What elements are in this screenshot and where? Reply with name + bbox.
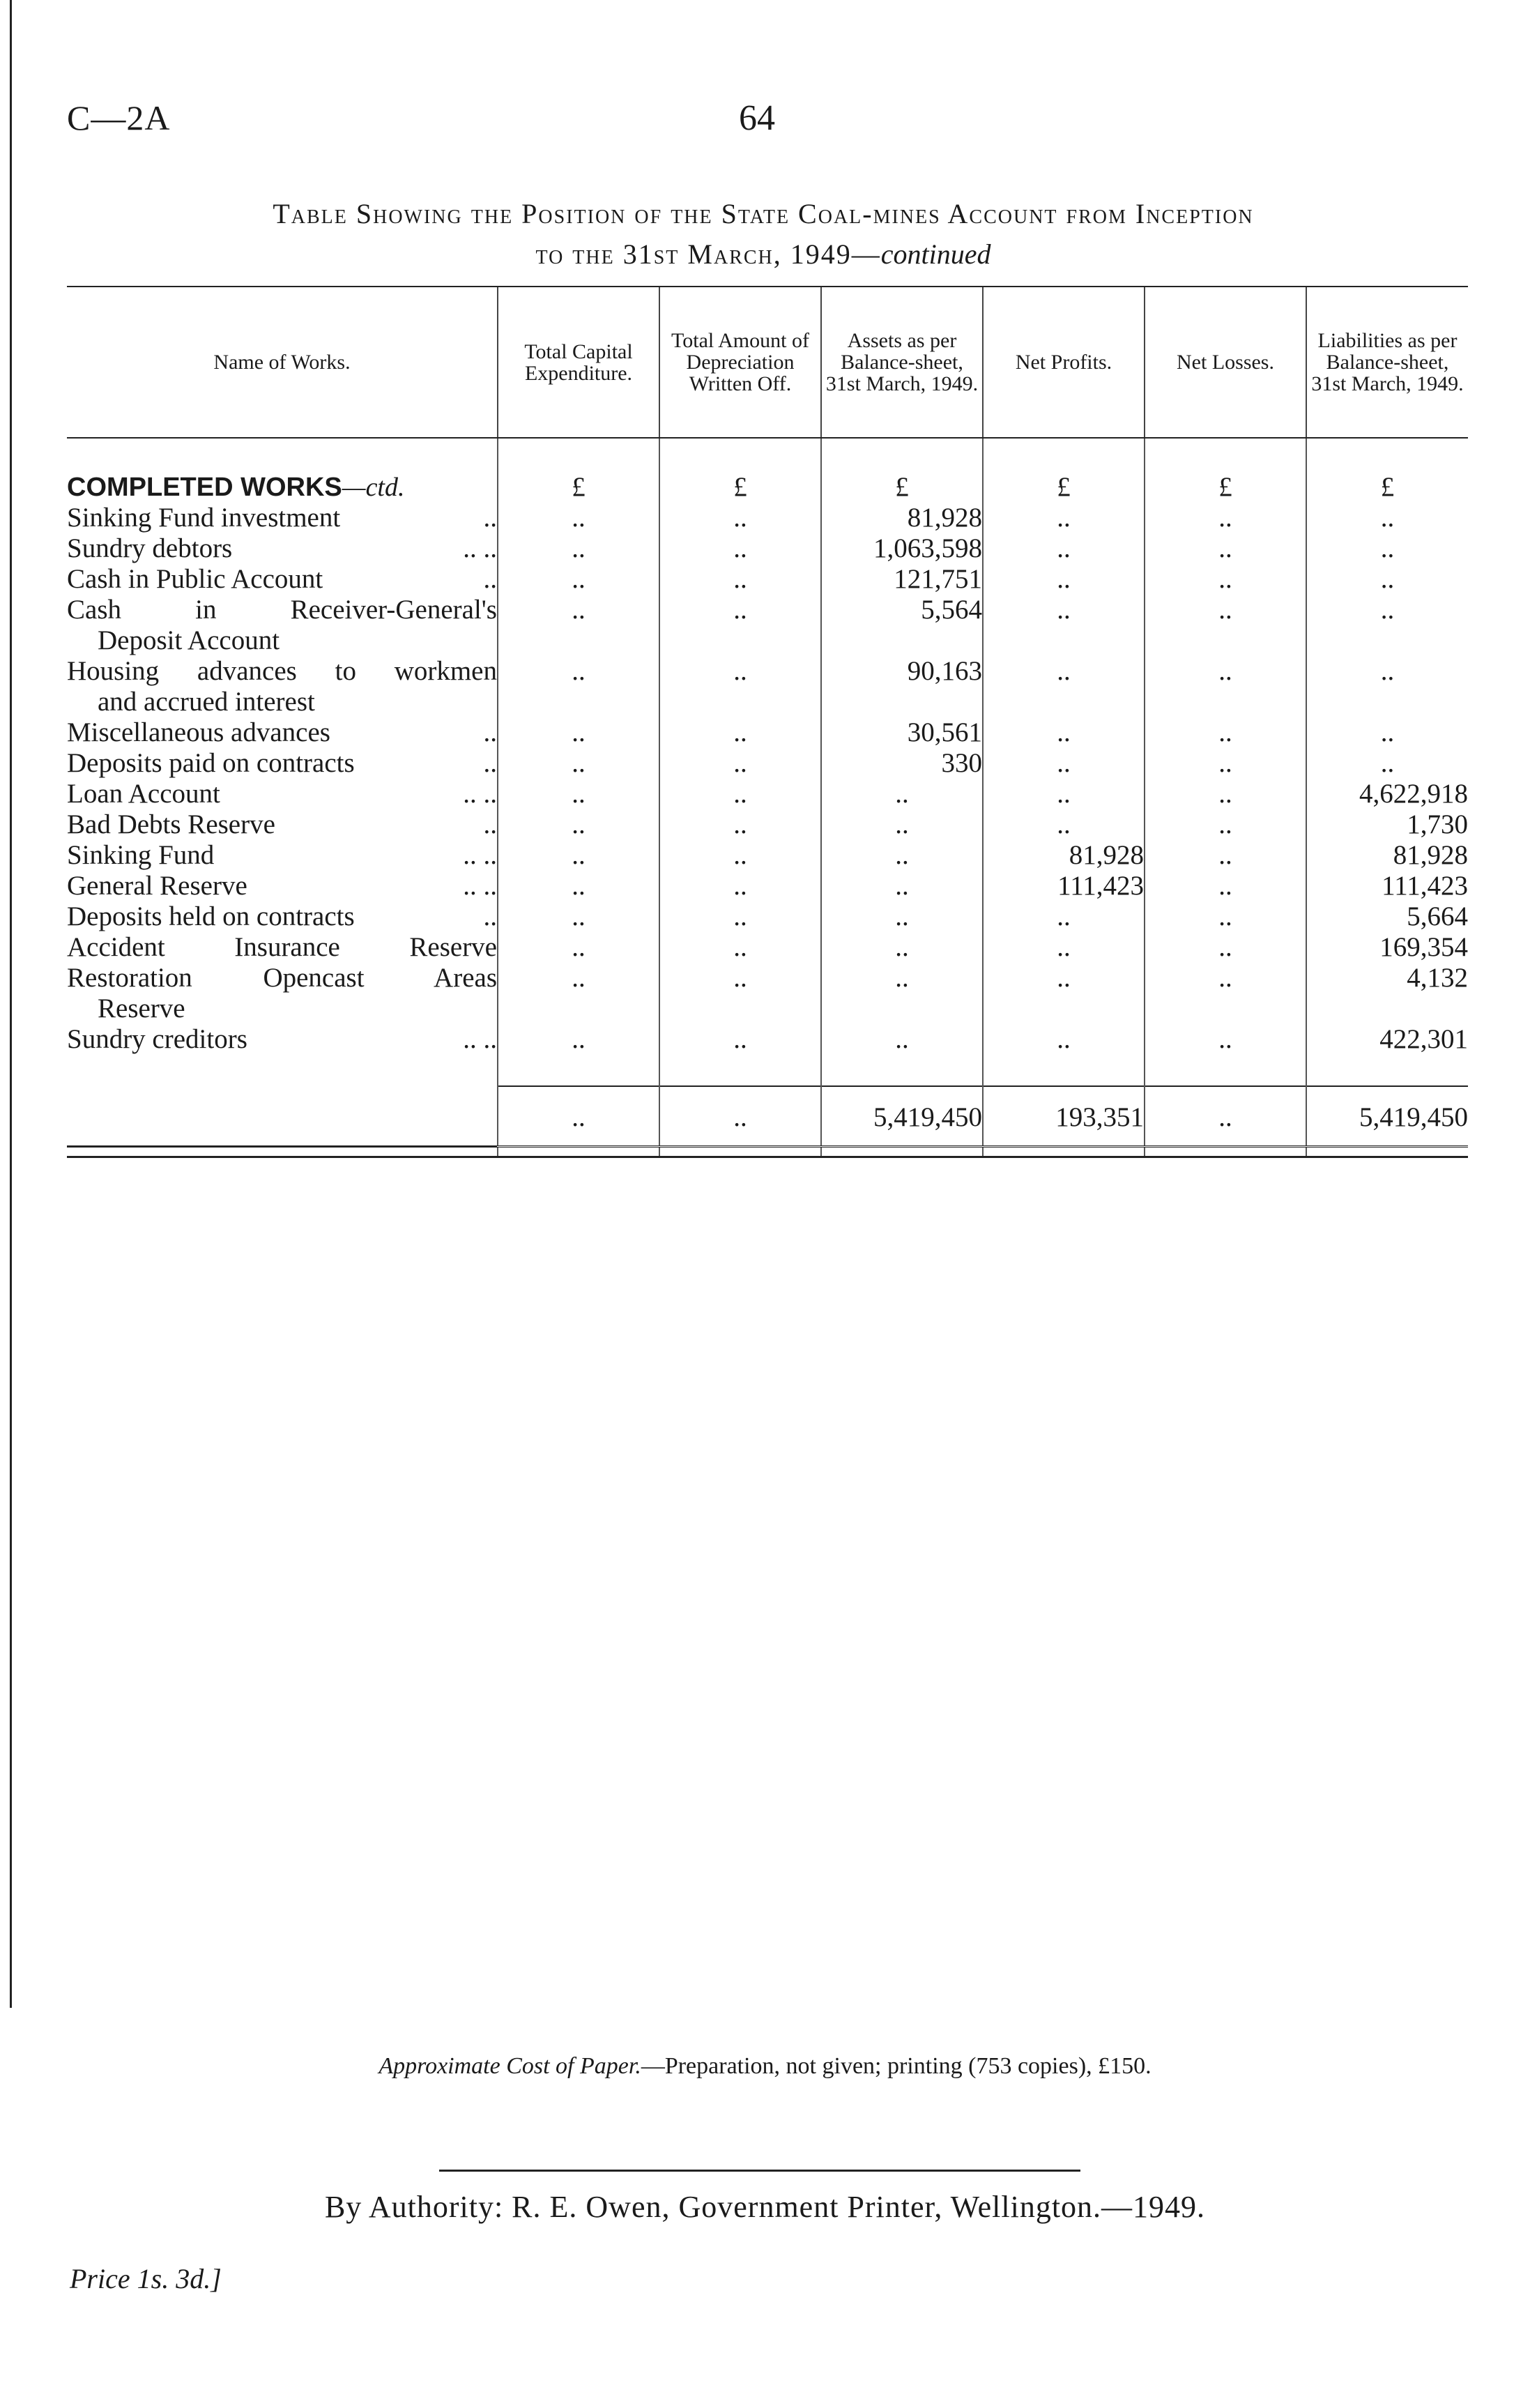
row-value-cell: .. xyxy=(498,932,659,963)
row-value-cell: .. xyxy=(983,932,1145,963)
row-name-line xyxy=(67,932,497,963)
row-value-cell: .. xyxy=(983,717,1145,748)
table-row xyxy=(67,564,1468,595)
row-value-cell: .. xyxy=(1306,564,1468,595)
row-name-cell xyxy=(67,533,498,564)
row-value-cell: 30,561 xyxy=(821,717,983,748)
row-value-cell: .. xyxy=(1306,656,1468,717)
total-row xyxy=(67,1086,1468,1147)
row-value-cell: 5,564 xyxy=(821,595,983,656)
row-name-cell xyxy=(67,932,498,963)
row-label-continuation: Reserve xyxy=(98,993,185,1023)
table-row xyxy=(67,932,1468,963)
currency-symbol: £ xyxy=(983,469,1145,503)
table-row xyxy=(67,840,1468,871)
row-value-cell: .. xyxy=(821,1024,983,1055)
row-value-cell: .. xyxy=(983,779,1145,809)
row-name-line xyxy=(67,840,497,871)
row-leader-dots: .. xyxy=(483,901,497,931)
row-value-cell: .. xyxy=(498,717,659,748)
row-name-line xyxy=(67,809,497,840)
row-value-cell: 121,751 xyxy=(821,564,983,595)
col-header-name-of-works: Name of Works. xyxy=(67,287,498,438)
row-name-line xyxy=(67,779,497,809)
price-note: Price 1s. 3d.] xyxy=(70,2263,222,2294)
title-continued: continued xyxy=(880,238,991,270)
row-value-cell: .. xyxy=(1145,533,1306,564)
cost-text: —Preparation, not given; printing (753 copies), £150. xyxy=(641,2053,1152,2079)
row-value-cell: .. xyxy=(1306,748,1468,779)
row-value-cell: .. xyxy=(821,809,983,840)
row-name-cell xyxy=(67,717,498,748)
row-value-cell: .. xyxy=(821,779,983,809)
row-value-cell: .. xyxy=(498,840,659,871)
row-name-cell xyxy=(67,963,498,1024)
row-value-cell: .. xyxy=(1306,717,1468,748)
row-name-cell xyxy=(67,748,498,779)
table-header-row xyxy=(67,287,1468,438)
total-value-cell: 193,351 xyxy=(983,1086,1145,1147)
row-name-cell xyxy=(67,901,498,932)
row-leader-dots: .. xyxy=(483,809,497,839)
row-value-cell: .. xyxy=(498,1024,659,1055)
row-value-cell: .. xyxy=(1306,503,1468,533)
col-header-net-profits: Net Profits. xyxy=(983,287,1145,438)
row-leader-dots: .. xyxy=(483,748,497,778)
row-value-cell: .. xyxy=(659,932,821,963)
row-label: Sundry creditors xyxy=(67,1024,247,1054)
row-value-cell: 81,928 xyxy=(1306,840,1468,871)
row-value-cell: 81,928 xyxy=(983,840,1145,871)
row-value-cell: 81,928 xyxy=(821,503,983,533)
row-value-cell: .. xyxy=(1145,871,1306,901)
row-value-cell: .. xyxy=(821,840,983,871)
row-name-cell xyxy=(67,1024,498,1055)
row-value-cell: .. xyxy=(821,963,983,1024)
row-value-cell: .. xyxy=(1306,595,1468,656)
row-value-cell: .. xyxy=(1145,963,1306,1024)
row-value-cell: .. xyxy=(983,503,1145,533)
row-leader-dots: .. xyxy=(483,717,497,747)
row-value-cell: .. xyxy=(659,503,821,533)
row-name-cell xyxy=(67,595,498,656)
row-name-line xyxy=(67,717,497,748)
row-label: Miscellaneous advances xyxy=(67,717,330,747)
table-row xyxy=(67,963,1468,1024)
row-value-cell: 90,163 xyxy=(821,656,983,717)
row-value-cell: .. xyxy=(1145,932,1306,963)
total-value-cell: 5,419,450 xyxy=(821,1086,983,1147)
table-row xyxy=(67,595,1468,656)
currency-symbol: £ xyxy=(659,469,821,503)
row-value-cell: .. xyxy=(659,595,821,656)
table-row xyxy=(67,809,1468,840)
row-leader-dots: .. .. xyxy=(463,779,497,809)
row-value-cell: .. xyxy=(659,533,821,564)
col-header-liabilities: Liabilities as per Balance-sheet, 31st March, 1949. xyxy=(1306,287,1468,438)
row-value-cell: .. xyxy=(1145,840,1306,871)
row-value-cell: .. xyxy=(659,1024,821,1055)
row-value-cell: .. xyxy=(983,748,1145,779)
row-name-line xyxy=(67,748,497,779)
row-name-cell xyxy=(67,809,498,840)
row-name-line xyxy=(67,901,497,932)
row-value-cell: .. xyxy=(498,564,659,595)
row-value-cell: .. xyxy=(659,871,821,901)
total-value-cell: .. xyxy=(1145,1086,1306,1147)
row-value-cell: .. xyxy=(983,1024,1145,1055)
row-value-cell: .. xyxy=(983,809,1145,840)
section-currency-row xyxy=(67,469,1468,503)
row-label: Sinking Fund xyxy=(67,840,215,870)
row-value-cell: .. xyxy=(659,717,821,748)
table-row xyxy=(67,748,1468,779)
row-value-cell: .. xyxy=(659,901,821,932)
row-label-continuation: and accrued interest xyxy=(98,687,315,717)
row-value-cell: .. xyxy=(1145,779,1306,809)
authority-rule xyxy=(439,2170,1080,2172)
table-row xyxy=(67,717,1468,748)
row-label: Deposits held on contracts xyxy=(67,901,355,931)
row-value-cell: .. xyxy=(1145,809,1306,840)
row-label: Sundry debtors xyxy=(67,533,233,563)
row-label: Housing advances to workmen xyxy=(67,656,497,686)
row-value-cell: .. xyxy=(498,748,659,779)
cost-label: Approximate Cost of Paper. xyxy=(378,2053,641,2079)
row-value-cell: .. xyxy=(659,840,821,871)
section-heading: COMPLETED WORKS—ctd. xyxy=(67,473,405,502)
row-value-cell: .. xyxy=(498,963,659,1024)
row-value-cell: .. xyxy=(498,871,659,901)
row-name-cell xyxy=(67,656,498,717)
row-value-cell: .. xyxy=(983,564,1145,595)
total-value-cell: .. xyxy=(498,1086,659,1147)
row-value-cell: .. xyxy=(498,503,659,533)
col-header-net-losses: Net Losses. xyxy=(1145,287,1306,438)
col-header-depreciation-written-off: Total Amount of Depreciation Written Off. xyxy=(659,287,821,438)
row-value-cell: .. xyxy=(1306,533,1468,564)
table-row xyxy=(67,533,1468,564)
row-value-cell: .. xyxy=(821,932,983,963)
row-value-cell: .. xyxy=(983,533,1145,564)
row-value-cell: .. xyxy=(659,809,821,840)
row-value-cell: .. xyxy=(1145,503,1306,533)
row-value-cell: 1,063,598 xyxy=(821,533,983,564)
table-row xyxy=(67,901,1468,932)
currency-symbol: £ xyxy=(1145,469,1306,503)
closing-double-rule xyxy=(67,1147,1468,1157)
row-leader-dots: .. .. xyxy=(463,1024,497,1054)
row-label: Loan Account xyxy=(67,779,220,809)
row-value-cell: 111,423 xyxy=(983,871,1145,901)
row-name-line xyxy=(67,871,497,901)
row-value-cell: .. xyxy=(1145,595,1306,656)
row-name-cell xyxy=(67,779,498,809)
table-row xyxy=(67,1024,1468,1055)
currency-symbol: £ xyxy=(498,469,659,503)
row-label: Accident Insurance Reserve xyxy=(67,932,497,962)
row-name-line xyxy=(67,656,497,687)
row-value-cell: 4,132 xyxy=(1306,963,1468,1024)
row-value-cell: .. xyxy=(498,779,659,809)
row-value-cell: .. xyxy=(821,871,983,901)
col-header-total-capital-expenditure: Total Capital Expenditure. xyxy=(498,287,659,438)
row-leader-dots: .. .. xyxy=(463,871,497,901)
cost-of-paper-note xyxy=(0,2053,1530,2080)
row-value-cell: .. xyxy=(498,595,659,656)
row-value-cell: .. xyxy=(983,901,1145,932)
row-value-cell: .. xyxy=(983,963,1145,1024)
left-margin-rule xyxy=(10,0,12,2008)
row-value-cell: .. xyxy=(659,656,821,717)
row-value-cell: 422,301 xyxy=(1306,1024,1468,1055)
total-value-cell: 5,419,450 xyxy=(1306,1086,1468,1147)
row-leader-dots: .. .. xyxy=(463,840,497,870)
row-value-cell: 169,354 xyxy=(1306,932,1468,963)
table-row xyxy=(67,871,1468,901)
row-label: Cash in Receiver-General's xyxy=(67,595,497,625)
row-value-cell: .. xyxy=(821,901,983,932)
row-value-cell: 5,664 xyxy=(1306,901,1468,932)
row-name-cell xyxy=(67,503,498,533)
row-leader-dots: .. xyxy=(483,503,497,533)
row-value-cell: .. xyxy=(1145,564,1306,595)
row-name-line xyxy=(67,564,497,595)
row-label: Bad Debts Reserve xyxy=(67,809,275,839)
row-leader-dots: .. xyxy=(483,564,497,594)
parliamentary-paper-code: C—2A xyxy=(67,98,171,137)
row-value-cell: .. xyxy=(659,779,821,809)
row-name-cell xyxy=(67,564,498,595)
row-value-cell: 111,423 xyxy=(1306,871,1468,901)
row-value-cell: .. xyxy=(498,901,659,932)
row-value-cell: .. xyxy=(498,533,659,564)
row-label: General Reserve xyxy=(67,871,247,901)
total-value-cell: .. xyxy=(659,1086,821,1147)
table-title xyxy=(63,194,1464,275)
row-leader-dots: .. .. xyxy=(463,533,497,563)
row-name-cell xyxy=(67,871,498,901)
row-value-cell: .. xyxy=(659,963,821,1024)
currency-symbol: £ xyxy=(821,469,983,503)
row-value-cell: 1,730 xyxy=(1306,809,1468,840)
col-header-assets: Assets as per Balance-sheet, 31st March, 1949. xyxy=(821,287,983,438)
table-row xyxy=(67,656,1468,717)
row-name-cell xyxy=(67,840,498,871)
row-label-continuation: Deposit Account xyxy=(98,625,280,655)
row-value-cell: .. xyxy=(498,656,659,717)
page-number: 64 xyxy=(739,98,775,138)
row-value-cell: 4,622,918 xyxy=(1306,779,1468,809)
total-label-cell xyxy=(67,1086,498,1147)
row-name-line xyxy=(67,963,497,993)
row-value-cell: .. xyxy=(659,748,821,779)
row-label: Sinking Fund investment xyxy=(67,503,341,533)
row-label: Restoration Opencast Areas xyxy=(67,963,497,993)
row-value-cell: .. xyxy=(1145,748,1306,779)
row-value-cell: .. xyxy=(1145,656,1306,717)
row-name-line xyxy=(67,503,497,533)
row-label: Deposits paid on contracts xyxy=(67,748,355,778)
row-value-cell: .. xyxy=(498,809,659,840)
row-value-cell: .. xyxy=(983,595,1145,656)
row-value-cell: .. xyxy=(1145,1024,1306,1055)
currency-symbol: £ xyxy=(1306,469,1468,503)
row-value-cell: .. xyxy=(1145,901,1306,932)
spacer-row xyxy=(67,438,1468,469)
row-name-line xyxy=(67,595,497,625)
coal-mines-account-table xyxy=(67,286,1468,1158)
table-row xyxy=(67,779,1468,809)
row-value-cell: .. xyxy=(659,564,821,595)
row-value-cell: .. xyxy=(983,656,1145,717)
title-line-1: Table Showing the Position of the State Coal-mines Account from Inception xyxy=(273,198,1254,229)
title-line-2: to the 31st March, 1949—continued xyxy=(535,238,991,270)
row-value-cell: 330 xyxy=(821,748,983,779)
table-row xyxy=(67,503,1468,533)
row-name-line xyxy=(67,533,497,564)
row-label: Cash in Public Account xyxy=(67,564,323,594)
spacer-row xyxy=(67,1055,1468,1086)
printer-authority: By Authority: R. E. Owen, Government Printer, Wellington.—1949. xyxy=(324,2190,1206,2224)
row-name-line xyxy=(67,1024,497,1055)
row-value-cell: .. xyxy=(1145,717,1306,748)
